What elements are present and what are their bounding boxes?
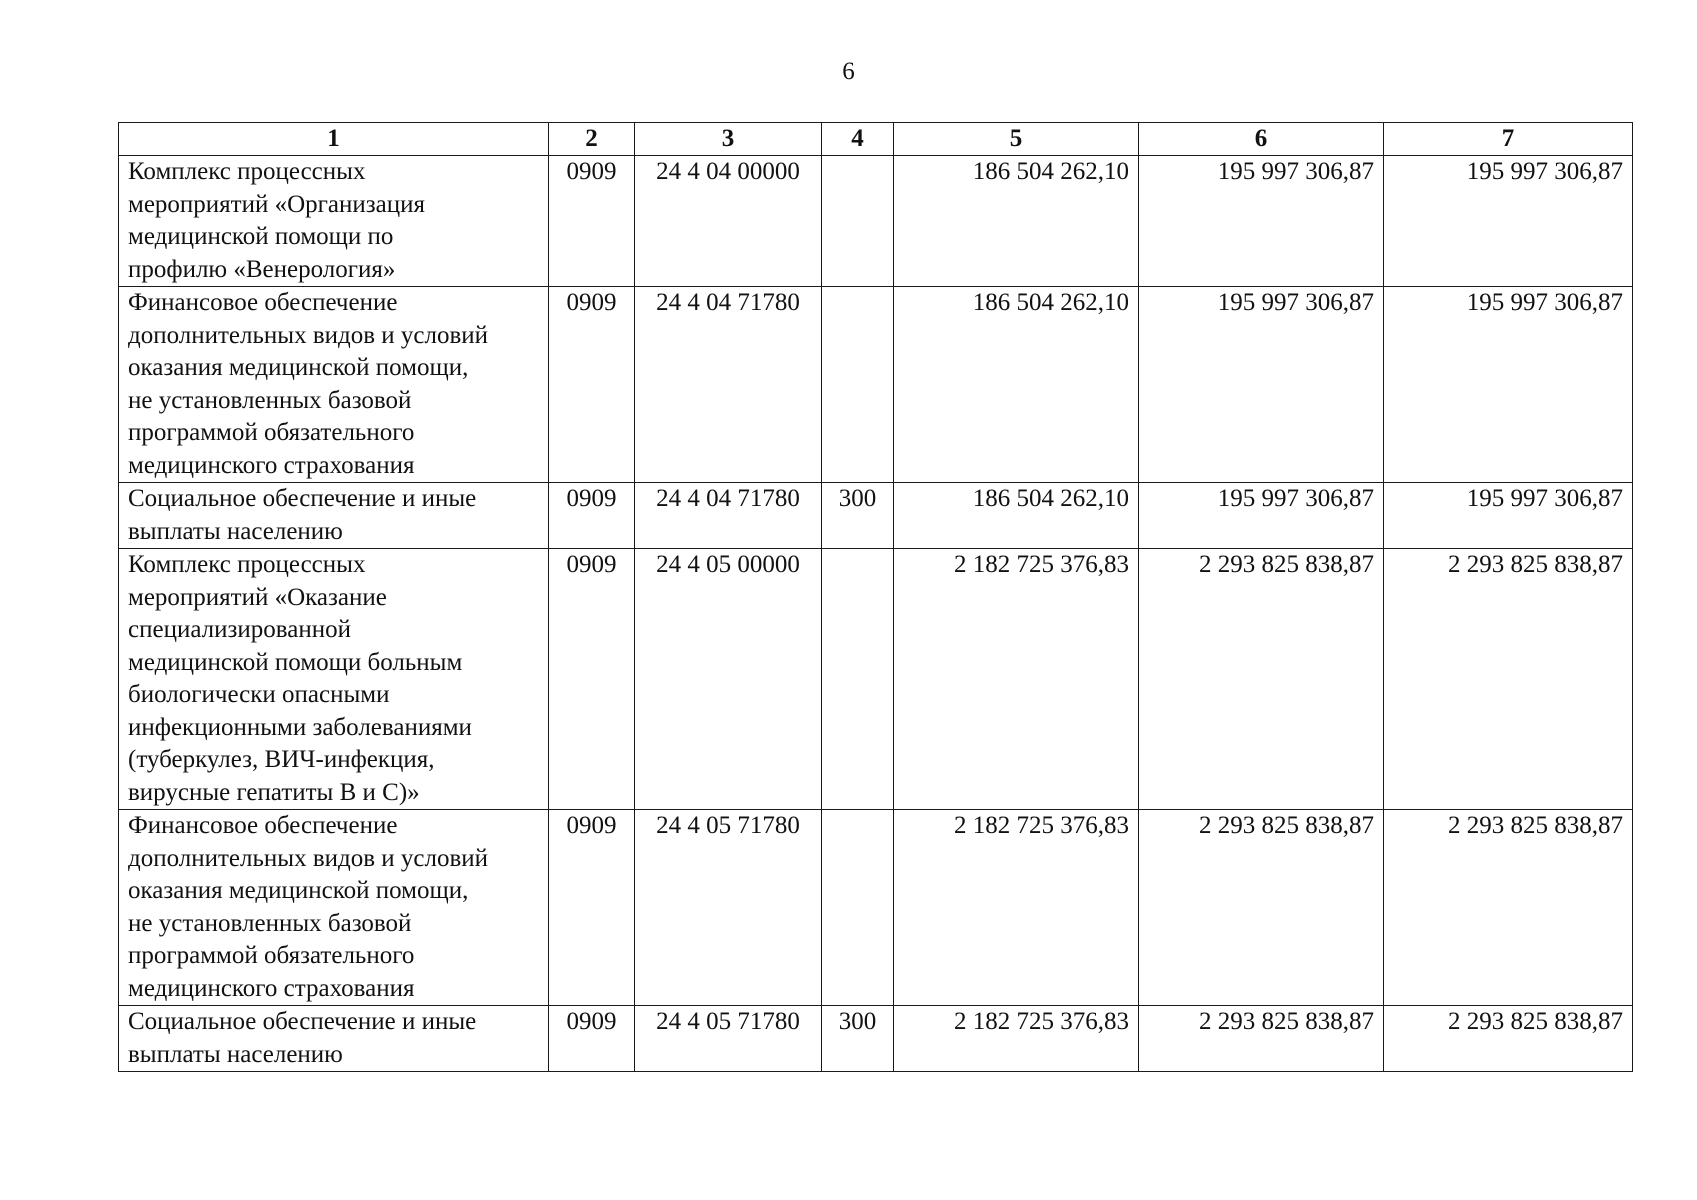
budget-table xyxy=(118,122,1633,1072)
table-row xyxy=(119,483,1633,549)
amount-col7-cell: 2 293 825 838,87 xyxy=(1384,1006,1633,1072)
expense-type-cell xyxy=(822,156,894,287)
amount-col6-cell: 195 997 306,87 xyxy=(1139,287,1384,483)
amount-col6-cell: 2 293 825 838,87 xyxy=(1139,810,1384,1006)
column-header: 7 xyxy=(1384,123,1633,156)
amount-col5-cell: 186 504 262,10 xyxy=(894,156,1139,287)
section-cell: 0909 xyxy=(549,810,635,1006)
amount-col6-cell: 195 997 306,87 xyxy=(1139,156,1384,287)
amount-col7-cell: 2 293 825 838,87 xyxy=(1384,549,1633,810)
expense-type-cell: 300 xyxy=(822,1006,894,1072)
amount-col7-cell: 2 293 825 838,87 xyxy=(1384,810,1633,1006)
expense-type-cell xyxy=(822,810,894,1006)
amount-col5-cell: 2 182 725 376,83 xyxy=(894,1006,1139,1072)
amount-col6-cell: 195 997 306,87 xyxy=(1139,483,1384,549)
column-header: 4 xyxy=(822,123,894,156)
expense-type-cell xyxy=(822,287,894,483)
amount-col7-cell: 195 997 306,87 xyxy=(1384,483,1633,549)
expense-type-cell: 300 xyxy=(822,483,894,549)
target-code-cell: 24 4 04 00000 xyxy=(635,156,822,287)
column-header: 1 xyxy=(119,123,549,156)
table-header-row xyxy=(119,123,1633,156)
table-row xyxy=(119,287,1633,483)
row-name-cell: Комплекс процессных мероприятий «Оказание специализированной медицинской помощи больным биологически опасными инфекционными заболеваниями (туберкулез, ВИЧ-инфекция, вирусные гепатиты В и С)» xyxy=(119,549,549,810)
target-code-cell: 24 4 04 71780 xyxy=(635,483,822,549)
table-row xyxy=(119,549,1633,810)
amount-col5-cell: 2 182 725 376,83 xyxy=(894,810,1139,1006)
amount-col6-cell: 2 293 825 838,87 xyxy=(1139,1006,1384,1072)
section-cell: 0909 xyxy=(549,549,635,810)
column-header: 2 xyxy=(549,123,635,156)
column-header: 5 xyxy=(894,123,1139,156)
section-cell: 0909 xyxy=(549,1006,635,1072)
amount-col7-cell: 195 997 306,87 xyxy=(1384,156,1633,287)
amount-col5-cell: 186 504 262,10 xyxy=(894,287,1139,483)
target-code-cell: 24 4 05 00000 xyxy=(635,549,822,810)
target-code-cell: 24 4 05 71780 xyxy=(635,810,822,1006)
table-row xyxy=(119,810,1633,1006)
section-cell: 0909 xyxy=(549,483,635,549)
section-cell: 0909 xyxy=(549,156,635,287)
target-code-cell: 24 4 04 71780 xyxy=(635,287,822,483)
amount-col5-cell: 2 182 725 376,83 xyxy=(894,549,1139,810)
table-row xyxy=(119,1006,1633,1072)
expense-type-cell xyxy=(822,549,894,810)
amount-col5-cell: 186 504 262,10 xyxy=(894,483,1139,549)
section-cell: 0909 xyxy=(549,287,635,483)
row-name-cell: Финансовое обеспечение дополнительных видов и условий оказания медицинской помощи, не установленных базовой программой обязательного медицинского страхования xyxy=(119,287,549,483)
column-header: 3 xyxy=(635,123,822,156)
row-name-cell: Социальное обеспечение и иные выплаты населению xyxy=(119,1006,549,1072)
page-number: 6 xyxy=(842,58,855,85)
row-name-cell: Социальное обеспечение и иные выплаты населению xyxy=(119,483,549,549)
column-header: 6 xyxy=(1139,123,1384,156)
row-name-cell: Комплекс процессных мероприятий «Организация медицинской помощи по профилю «Венерология» xyxy=(119,156,549,287)
target-code-cell: 24 4 05 71780 xyxy=(635,1006,822,1072)
table-row xyxy=(119,156,1633,287)
row-name-cell: Финансовое обеспечение дополнительных видов и условий оказания медицинской помощи, не установленных базовой программой обязательного медицинского страхования xyxy=(119,810,549,1006)
amount-col6-cell: 2 293 825 838,87 xyxy=(1139,549,1384,810)
amount-col7-cell: 195 997 306,87 xyxy=(1384,287,1633,483)
